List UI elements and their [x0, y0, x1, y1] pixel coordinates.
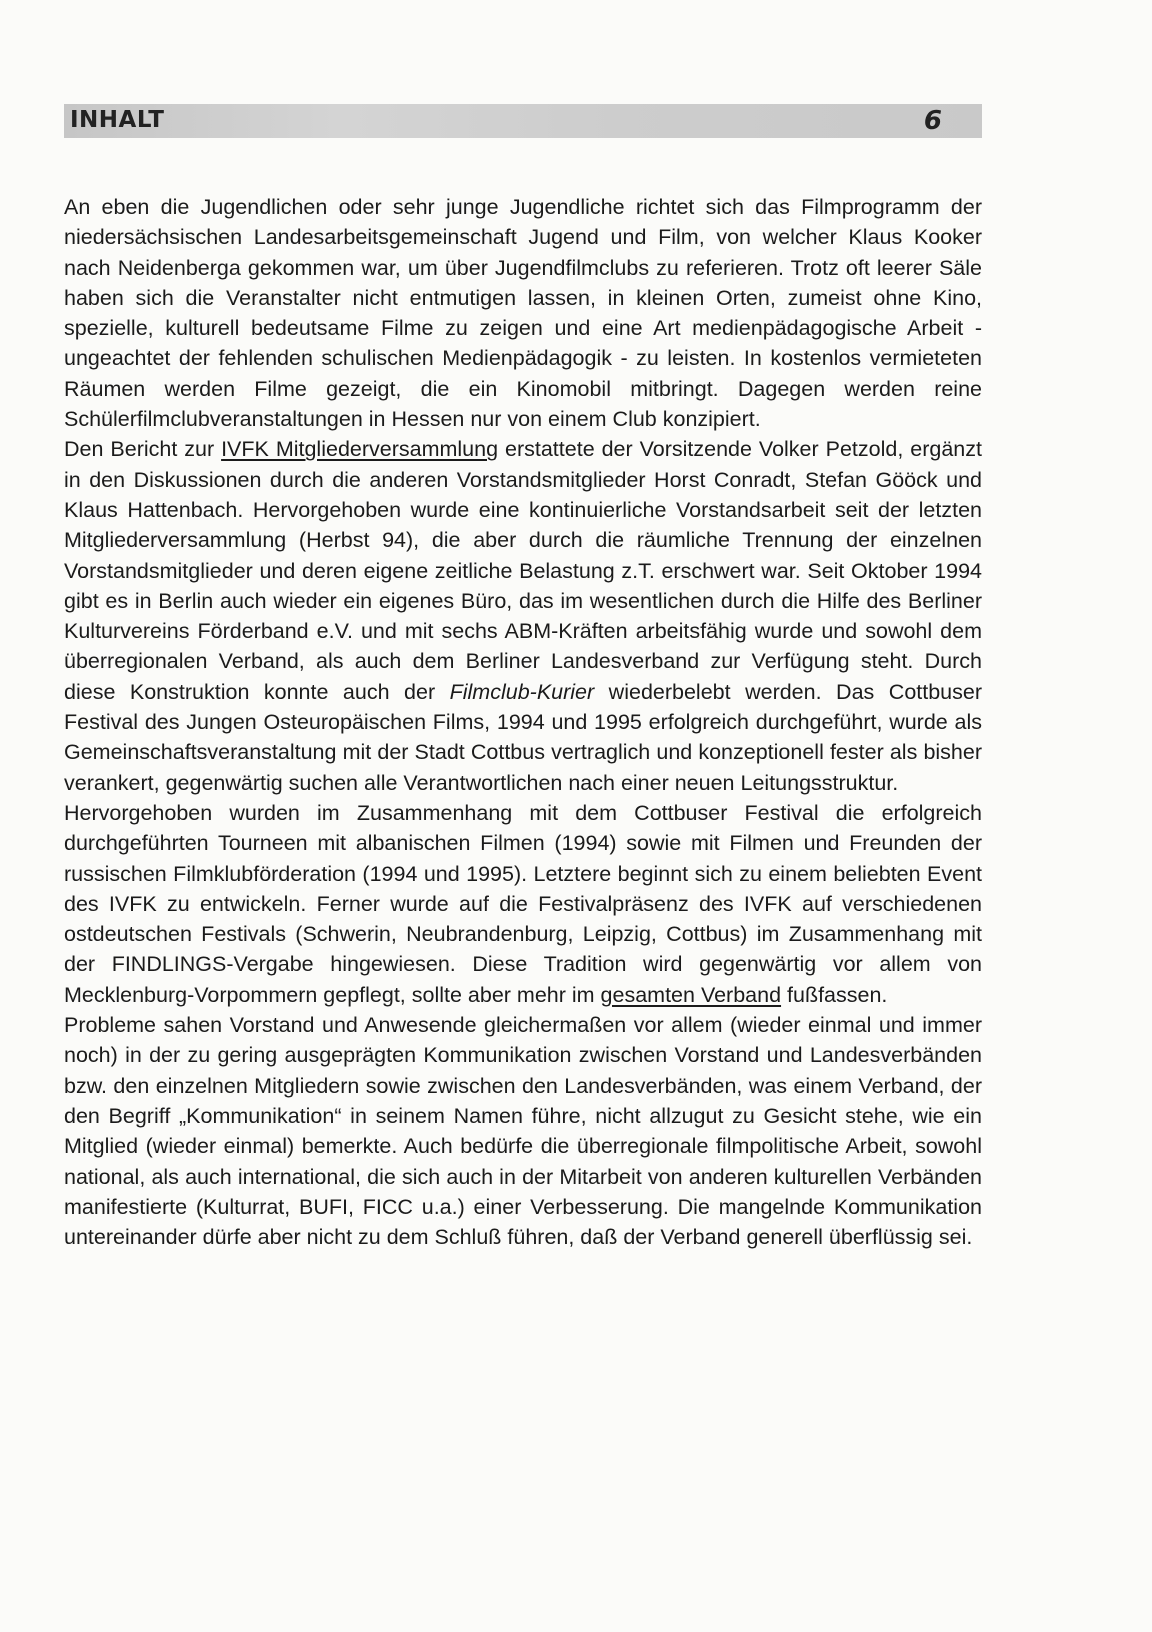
paragraph-4: Probleme sahen Vorstand und Anwesende gleichermaßen vor allem (wieder einmal und immer noch) in der zu gering ausgeprägten Kommunikation zwischen Vorstand und Landesverbänden bzw. den einzelnen Mitgliedern sowie zwischen den Landesverbänden, was einem Verband, der den Begriff „Kommunikation“ in seinem Namen führe, nicht allzugut zu Gesicht stehe, wie ein Mitglied (wieder einmal) bemerkte. Auch bedürfe die überregionale filmpolitische Arbeit, sowohl national, als auch international, die sich auch in der Mitarbeit von anderen kulturellen Verbänden manifestierte (Kulturrat, BUFI, FICC u.a.) einer Verbesserung. Die mangelnde Kommunikation untereinander dürfe aber nicht zu dem Schluß führen, daß der Verband generell überflüssig sei.: [64, 1013, 982, 1250]
paragraph-3-body: Hervorgehoben wurden im Zusammenhang mit dem Cottbuser Festival die erfolgreich durchgeführten Tourneen mit albanischen Filmen (1994) sowie mit Filmen und Freunden der russischen Filmklubförderation (1994 und 1995). Letztere beginnt sich zu einem beliebten Event des IVFK zu entwickeln. Ferner wurde auf die Festivalpräsenz des IVFK auf verschiedenen ostdeutschen Festivals (Schwerin, Neubrandenburg, Leipzig, Cottbus) im Zusammenhang mit der FINDLINGS-Vergabe hingewiesen. Diese Tradition wird gegenwärtig vor allem von Mecklenburg-Vorpommern gepflegt, sollte aber mehr im: [64, 800, 982, 1007]
section-title: INHALT: [70, 107, 165, 133]
paragraph-3: [64, 798, 982, 1010]
paragraph-3-end: fußfassen.: [781, 982, 888, 1007]
underlined-term-ivfk-mitgliederversammlung: IVFK Mitgliederversammlung: [221, 437, 499, 462]
paragraph-2-body: erstattete der Vorsitzende Volker Petzold, ergänzt in den Diskussionen durch die anderen Vorstandsmitglieder Horst Conradt, Stefan Gööck und Klaus Hattenbach. Hervorgehoben wurde eine kontinuierliche Vorstandsarbeit seit der letzten Mitgliederversammlung (Herbst 94), die aber durch die räumliche Trennung der einzelnen Vorstandsmitglieder und deren eigene zeitliche Belastung z.T. erschwert war. Seit Oktober 1994 gibt es in Berlin auch wieder ein eigenes Büro, das im wesentlichen durch die Hilfe des Berliner Kulturvereins Förderband e.V. und mit sechs ABM-Kräften arbeitsfähig wurde und sowohl dem überregionalen Verband, als auch dem Berliner Landesverband zur Verfügung steht. Durch diese Konstruktion konnte auch der: [64, 437, 982, 704]
paragraph-2: [64, 434, 982, 798]
underlined-term-gesamten-verband: gesamten Verband: [600, 982, 782, 1007]
page-header: [64, 104, 982, 138]
paragraph-1: An eben die Jugendlichen oder sehr junge Jugendliche richtet sich das Filmprogramm der niedersächsischen Landesarbeitsgemeinschaft Jugend und Film, von welcher Klaus Kooker nach Neidenberga gekommen war, um über Jugendfilmclubs zu referieren. Trotz oft leerer Säle haben sich die Veranstalter nicht entmutigen lassen, in kleinen Orten, zumeist ohne Kino, spezielle, kulturell bedeutsame Filme zu zeigen und eine Art medienpädagogische Arbeit - ungeachtet der fehlenden schulischen Medienpädagogik - zu leisten. In kostenlos vermieteten Räumen werden Filme gezeigt, die ein Kinomobil mitbringt. Dagegen werden reine Schülerfilmclubveranstaltungen in Hessen nur von einem Club konzipiert.: [64, 195, 982, 432]
paragraph-2-end: wiederbelebt werden. Das Cottbuser Festival des Jungen Osteuropäischen Films, 1994 und 1995 erfolgreich durchgeführt, wurde als Gemeinschaftsveranstaltung mit der Stadt Cottbus vertraglich und konzeptionell fester als bisher verankert, gegenwärtig suchen alle Verantwortlichen nach einer neuen Leitungsstruktur.: [64, 679, 982, 795]
page-number: 6: [923, 106, 942, 136]
paragraph-2-intro: Den Bericht zur: [64, 437, 222, 462]
article-body: [64, 192, 982, 1252]
italic-title-filmclub-kurier: Filmclub-Kurier: [449, 679, 595, 704]
